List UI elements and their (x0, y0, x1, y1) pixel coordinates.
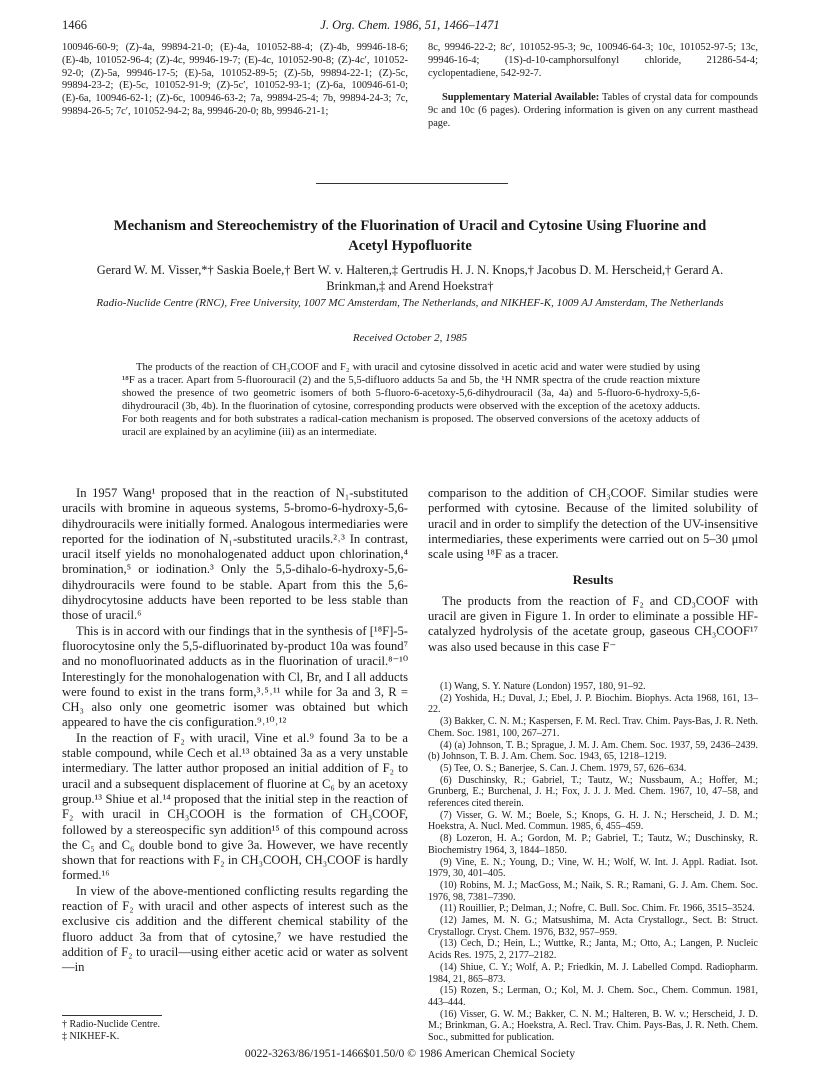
reference-item: (10) Robins, M. J.; MacGoss, M.; Naik, S. R.; Ramani, G. J. Am. Chem. Soc. 1976, 98, 7381–7390. (428, 879, 758, 903)
reference-item: (12) James, M. N. G.; Matsushima, M. Acta Crystallogr., Sect. B: Struct. Crystallogr. Cryst. Chem. 1976, B32, 957–959. (428, 915, 758, 938)
registry-numbers-right: 8c, 99946-22-2; 8c′, 101052-95-3; 9c, 100946-64-3; 10c, 101052-97-5; 13c, 99946-16-4; (1S)-d-10-camphorsulfonyl chloride, 21286-54-4; cyclopentadiene, 542-92-7. (428, 42, 758, 79)
reference-item: (14) Shiue, C. Y.; Wolf, A. P.; Friedkin, M. J. Labelled Compd. Radiopharm. 1984, 21, 865–873. (428, 961, 758, 985)
footnotes (62, 1019, 408, 1042)
reference-item: (4) (a) Johnson, T. B.; Sprague, J. M. J. Am. Chem. Soc. 1937, 59, 2436–2439. (b) Johnson, T. B. J. Am. Chem. Soc. 1943, 65, 1218–1219. (428, 739, 758, 763)
footnote-item: † Radio-Nuclide Centre. (62, 1019, 161, 1030)
reference-item: (7) Visser, G. W. M.; Boele, S.; Knops, G. H. J. N.; Herscheid, J. D. M.; Hoekstra, A. Nucl. Med. Commun. 1985, 6, 455–459. (428, 809, 758, 833)
abstract: The products of the reaction of CH₃COOF and F₂ with uracil and cytosine dissolved in acetic acid and water were studied by using ¹⁸F as a tracer. Apart from 5-fluorouracil (2) and the 5,5-difluoro adducts 5a and 5b, the ¹H NMR spectra of the crude reaction mixture showed the presence of two geometric isomers of both 5-fluoro-6-acetoxy-5,6-dihydrouracil (3a, 4a) and 5-fluoro-6-hydroxy-5,6-dihydrouracil (3b, 4b). In the fluorination of cytosine, corresponding products were observed with the exception of the acetoxy adducts. For both reagents and for both substrates a radical-cation mechanism is proposed. The observed conversions of the acetoxy adducts of uracil are explained by an acylimine (iii) as an intermediate. (122, 362, 700, 438)
article-separator (316, 183, 508, 184)
page-number: 1466 (62, 18, 87, 32)
reference-item: (13) Cech, D.; Hein, L.; Wuttke, R.; Janta, M.; Otto, A.; Langen, P. Nucleic Acids Res. 1975, 2, 2177–2182. (428, 938, 758, 962)
paragraph: comparison to the addition of CH₃COOF. Similar studies were performed with cytosine. Because of the limited solubility of uracil and in order to simplify the detection of the UV-insensitive intermediaries, these experiments were carried out on 5–30 μmol scale using ¹⁸F as a tracer. (428, 486, 758, 562)
supplementary-material-title: Supplementary Material Available: (442, 92, 600, 104)
reference-item: (3) Bakker, C. N. M.; Kaspersen, F. M. Recl. Trav. Chim. Pays-Bas, J. R. Neth. Chem. Soc. 1981, 100, 267–271. (428, 716, 758, 739)
reference-item: (1) Wang, S. Y. Nature (London) 1957, 180, 91–92. (440, 681, 646, 692)
affiliation: Radio-Nuclide Centre (RNC), Free University, 1007 MC Amsterdam, The Netherlands, and NIKHEF-K, 1009 AJ Amsterdam, The Netherlands (96, 297, 724, 309)
body-column-left (62, 486, 408, 976)
body-column-right (428, 486, 758, 655)
reference-item: (16) Visser, G. W. M.; Bakker, C. N. M.; Halteren, B. W. v.; Herscheid, J. D. M.; Brinkman, G. A.; Hoekstra, A. Recl. Trav. Chim. Pays-Bas, J. R. Neth. Chem. Soc., submitted for publication. (428, 1008, 758, 1044)
article-title: Mechanism and Stereochemistry of the Fluorination of Uracil and Cytosine Using Fluorine and Acetyl Hypofluorite (113, 218, 707, 254)
reference-item: (9) Vine, E. N.; Young, D.; Vine, W. H.; Wolf, W. Int. J. Appl. Radiat. Isot. 1979, 30, 401–405. (428, 856, 758, 880)
section-heading-results: Results (572, 572, 614, 588)
supplementary-material-text: Tables of crystal data for compounds 9c and 10c (6 pages). Ordering information is given on any current masthead page. (428, 92, 758, 129)
paragraph: In the reaction of F₂ with uracil, Vine et al.⁹ found 3a to be a stable compound, while Cech et al.¹³ obtained 3a as a very unstable intermediary. The latter author proposed an initial addition of F₂ to uracil and a subsequent displacement of fluorine at C₆ by an acetoxy group.¹³ Shiue et al.¹⁴ proposed that the initial step in the reaction of F₂ with uracil in CH₃COOH is the formation of CH₃COOF, followed by a stereospecific syn addition¹⁵ of this compound across the C₅ and C₆ double bond to give 3a. However, we have recently shown that for reactions with F₂ in CH₃COOH, CH₃COOF is hardly formed.¹⁶ (62, 730, 408, 883)
paragraph: In view of the above-mentioned conflicting results regarding the reaction of F₂ with uracil and other aspects of interest such as the exclusive cis addition and the different chemical stability of the fluoro adduct 3a from that of cytosine,⁷ we have restudied the addition of F₂ to uracil—using either acetic acid or water as solvent—in (62, 883, 408, 975)
paragraph: This is in accord with our findings that in the synthesis of [¹⁸F]-5-fluorocytosine only the 5,5-difluorinated by-product 10a was found⁷ and no monofluorinated adducts as in the fluorination of uracil.⁸⁻¹⁰ Interestingly for the monohalogenation with Cl, Br, and I all adducts were found to exist in the trans form,³˒⁵˒¹¹ while for 3a and 3, R = CH₃ also only one geometric isomer was obtained but which appeared to have the cis configuration.⁹˒¹⁰˒¹² (62, 623, 408, 730)
supplementary-material (428, 92, 758, 130)
paragraph: The products from the reaction of F₂ and CD₃COOF with uracil are given in Figure 1. In order to eliminate a possible HF-catalyzed hydrolysis of the acetate group, gaseous CH₃COOF¹⁷ was also used because in this case F⁻ (428, 593, 758, 654)
previous-article-registry-right (428, 42, 758, 131)
paragraph: In 1957 Wang¹ proposed that in the reaction of N₁-substituted uracils with bromine in aqueous systems, 5-bromo-6-hydroxy-5,6-dihydrouracils were initially formed. Analogous intermediaries were reported for the iodination of N₁-substituted uracils.²˒³ In contrast, uracil itself yields no monohalogenated adduct upon chlorination,⁴ bromination,⁵ or iodination.³ Only the 5,5-dihalo-6-hydroxy-5,6-dihydrouracils were found to be stable. Apart from this the 5,6-dihydrocytosine adducts have been reported to be less stable than those of uracil.⁶ (62, 486, 408, 623)
reference-list (428, 681, 758, 1044)
reference-item: (2) Yoshida, H.; Duval, J.; Ebel, J. P. Biochim. Biophys. Acta 1968, 161, 13–22. (428, 692, 758, 716)
previous-article-registry-left (62, 42, 408, 119)
author-list: Gerard W. M. Visser,*† Saskia Boele,† Bert W. v. Halteren,‡ Gertrudis H. J. N. Knops,† Jacobus D. M. Herscheid,† Gerard A. Brinkman,‡ and Arend Hoekstra† (96, 263, 724, 293)
running-head (62, 18, 758, 34)
footnote-item: ‡ NIKHEF-K. (62, 1030, 120, 1042)
reference-item: (8) Lozeron, H. A.; Gordon, M. P.; Gabriel, T.; Tautz, W.; Duschinsky, R. Biochemistry 1964, 3, 1844–1850. (428, 833, 758, 856)
reference-item: (5) Tee, O. S.; Banerjee, S. Can. J. Chem. 1979, 57, 626–634. (440, 762, 687, 774)
reference-item: (11) Rouillier, P.; Delman, J.; Nofre, C. Bull. Soc. Chim. Fr. 1966, 3515–3524. (440, 903, 755, 915)
footnote-rule (62, 1015, 162, 1016)
reference-item: (15) Rozen, S.; Lerman, O.; Kol, M. J. Chem. Soc., Chem. Commun. 1981, 443–444. (428, 985, 758, 1008)
received-date: Received October 2, 1985 (352, 332, 468, 344)
reference-item: (6) Duschinsky, R.; Gabriel, T.; Tautz, W.; Nussbaum, A.; Hoffer, M.; Grunberg, E.; Burchenal, J. H.; Fox, J. J. J. Med. Chem. 1967, 10, 47–58, and references cited therein. (428, 774, 758, 810)
copyright-line: 0022-3263/86/1951-1466$01.50/0 © 1986 American Chemical Society (244, 1047, 576, 1060)
registry-numbers-left: 100946-60-9; (Z)-4a, 99894-21-0; (E)-4a, 101052-88-4; (Z)-4b, 99946-18-6; (E)-4b, 101052-96-4; (Z)-4c, 99946-19-7; (E)-4c, 101052-90-8; (Z)-4c′, 101052-92-0; (Z)-5a, 99946-17-5; (E)-5a, 101052-89-5; (Z)-5b, 99894-22-1; (Z)-5c, 99894-23-2; (E)-5c, 101052-91-9; (Z)-5c′, 101052-93-1; (Z)-6a, 100946-61-0; (E)-6a, 100946-62-1; (Z)-6c, 100946-63-2; 7a, 99894-25-4; 7b, 99894-24-3; 7c, 99894-26-5; 7c′, 101052-94-2; 8a, 99946-20-0; 8b, 99946-21-1; (62, 42, 408, 117)
journal-citation: J. Org. Chem. 1986, 51, 1466–1471 (320, 18, 500, 32)
